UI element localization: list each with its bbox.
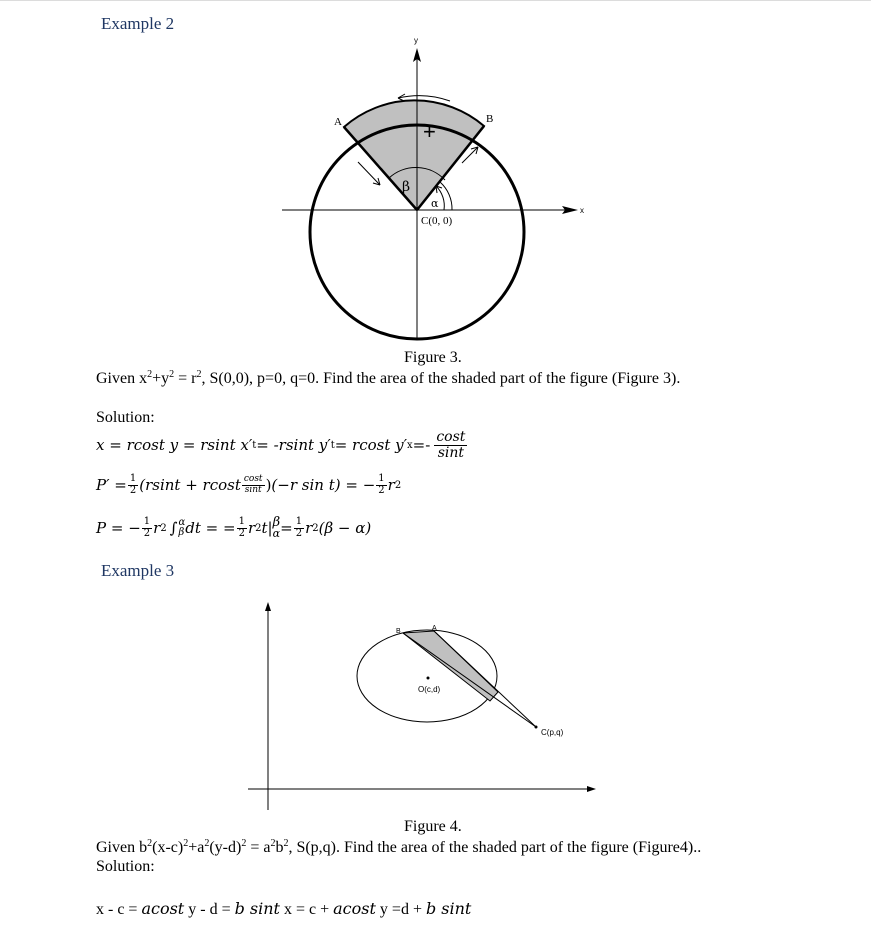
example3-equation: x - c = acost y - d = b sint x = c + acost y =d + b sint xyxy=(96,899,472,918)
external-point xyxy=(535,726,538,729)
fig4-y-arrow xyxy=(265,602,271,611)
example3-statement: Given $b^2(x-c)^2+a^2(y-d)^2 = a^2b^2$, S(p,q). Find the area of the shaded part of the figure (Figure4).. xyxy=(96,838,702,856)
equation-3: P = − $\frac{1}{2}$ r 2 ∫ α β dt = = $\frac{1}{2}$ r 2 t| β α = $\frac{1}{2}$ r 2 (β − α) xyxy=(96,515,372,541)
figure-4-caption: Figure 4. xyxy=(404,818,462,835)
beta-label: β xyxy=(402,179,411,195)
example3-heading: Example 3 xyxy=(101,561,175,580)
point-a-label: A xyxy=(334,116,342,128)
equation-2: P′ = $\frac{1}{2}$ (rsint + rcost $\frac{\cos t}{\sin t}$ ) (−r sin t) = − $\frac{1}{2}$ r 2 xyxy=(96,473,402,496)
alpha-label: α xyxy=(431,197,439,210)
axis-y-label: y xyxy=(414,36,418,45)
center-point xyxy=(427,677,430,680)
example3-solution-label: Solution: xyxy=(96,858,155,875)
figure-3 xyxy=(0,0,871,360)
fig4-x-arrow xyxy=(587,786,596,792)
equation-1: x = rcost y = rsint x′ t = -rsint y′ t = rcost y′ x =- $\frac{\cos t}{\sin t}$ xyxy=(96,429,466,461)
plus-sign: + xyxy=(423,119,436,144)
fig4-point-b-label: B xyxy=(396,628,401,635)
fig4-point-a-label: A xyxy=(432,625,437,632)
figure-4 xyxy=(0,590,871,810)
tangent-a xyxy=(434,631,536,727)
example2-solution-label: Solution: xyxy=(96,409,155,426)
example2-heading: Example 2 xyxy=(101,14,175,33)
shaded-sector xyxy=(344,100,484,210)
axis-x-label: x xyxy=(580,206,584,215)
alpha-arc-outer xyxy=(440,182,452,210)
point-b-label: B xyxy=(486,113,494,125)
example2-statement: Given $x^2+y^2 = r^2$, S(0,0), p=0, q=0. Find the area of the shaded part of the figure (Figure 3). xyxy=(96,369,681,387)
fig4-external-label: C(p,q) xyxy=(541,728,564,737)
center-label: C(0, 0) xyxy=(421,215,453,227)
figure-3-caption: Figure 3. xyxy=(404,349,462,366)
fig4-center-label: O(c,d) xyxy=(418,685,441,694)
